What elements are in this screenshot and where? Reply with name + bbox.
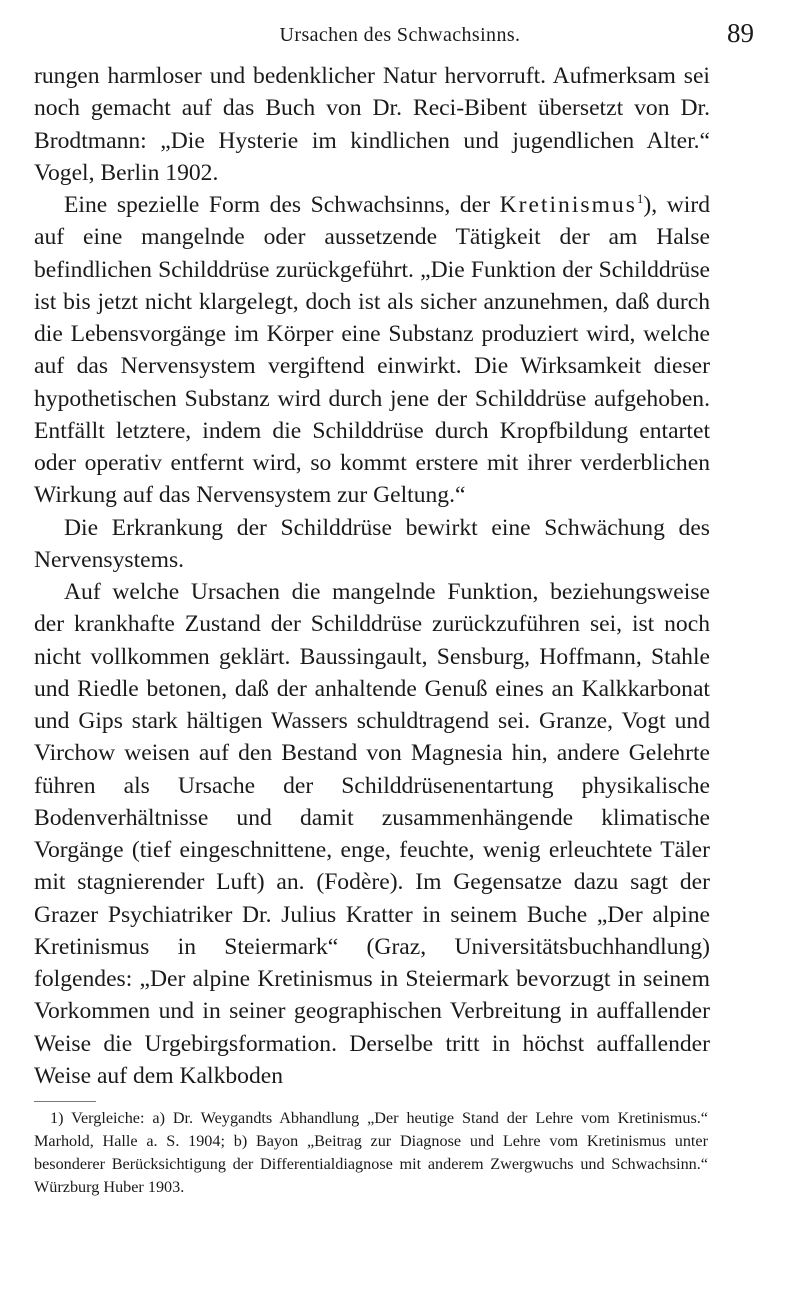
body-text <box>34 60 710 1092</box>
paragraph-text: rungen harmloser und bedenklicher Natur hervorruft. Aufmerksam sei noch gemacht auf das Buch von Dr. Reci-Bibent übersetzt von Dr. Brodtmann: „Die Hysterie im kindlichen und jugendlichen Alter.“ Vogel, Berlin 1902. <box>34 63 710 186</box>
footnote-divider <box>34 1101 96 1102</box>
paragraph-text: ), wird auf eine mangelnde oder aussetzende Tätigkeit der am Halse befindlichen Schilddrüse zurückgeführt. „Die Funktion der Schilddrüse ist bis jetzt nicht klargelegt, doch ist als sicher anzunehmen, daß durch die Lebensvorgänge im Körper eine Substanz produziert wird, welche auf das Nervensystem vergiftend einwirkt. Die Wirksamkeit dieser hypothetischen Substanz wird durch jene der Schilddrüse aufgehoben. Entfällt letztere, indem die Schilddrüse durch Kropfbildung entartet oder operativ entfernt wird, so kommt erstere mit ihrer verderblichen Wirkung auf das Nervensystem zur Geltung.“ <box>34 192 710 509</box>
paragraph <box>34 576 710 1092</box>
footnote-marker: 1 <box>636 191 644 206</box>
running-title: Ursachen des Schwachsinns. <box>279 24 521 46</box>
page-number: 89 <box>727 18 754 48</box>
paragraph <box>34 60 710 189</box>
paragraph-text: Eine spezielle Form des Schwachsinns, der <box>64 192 500 218</box>
emphasized-term: Kretinismus <box>499 192 637 218</box>
paragraph <box>34 512 710 577</box>
footnotes <box>34 1107 708 1199</box>
paragraph-text: Die Erkrankung der Schilddrüse bewirkt eine Schwächung des Nervensystems. <box>34 514 710 573</box>
footnote: 1) Vergleiche: a) Dr. Weygandts Abhandlung „Der heutige Stand der Lehre vom Kretinismus.“ Marhold, Halle a. S. 1904; b) Bayon „Beitrag zur Diagnose und Lehre vom Kretinismus unter besonderer Berücksichtigung der Differentialdiagnose mit anderem Zwergwuchs und Schwachsinn.“ Würzburg Huber 1903. <box>34 1109 708 1196</box>
paragraph-text: Auf welche Ursachen die mangelnde Funktion, beziehungsweise der krankhafte Zustand der Schilddrüse zurückzuführen sei, ist noch nicht vollkommen geklärt. Baussingault, Sensburg, Hoffmann, Stahle und Riedle betonen, daß der anhaltende Genuß eines an Kalkkarbonat und Gips stark hältigen Wassers schuldtragend sei. Granze, Vogt und Virchow weisen auf den Bestand von Magnesia hin, andere Gelehrte führen als Ursache der Schilddrüsenentartung physikalische Bodenverhältnisse und damit zusammenhängende klimatische Vorgänge (tief eingeschnittene, enge, feuchte, wenig erleuchtete Täler mit stagnierender Luft) an. (Fodère). Im Gegensatze dazu sagt der Grazer Psychiatriker Dr. Julius Kratter in seinem Buche „Der alpine Kretinismus in Steiermark“ (Graz, Universitätsbuchhandlung) folgendes: „Der alpine Kretinismus in Steiermark bevorzugt in seinem Vorkommen und in seiner geographischen Verbreitung in auffallender Weise die Urgebirgsformation. Derselbe tritt in höchst auffallender Weise auf dem Kalkboden <box>34 579 710 1089</box>
paragraph <box>34 189 710 512</box>
page-header <box>0 18 800 54</box>
